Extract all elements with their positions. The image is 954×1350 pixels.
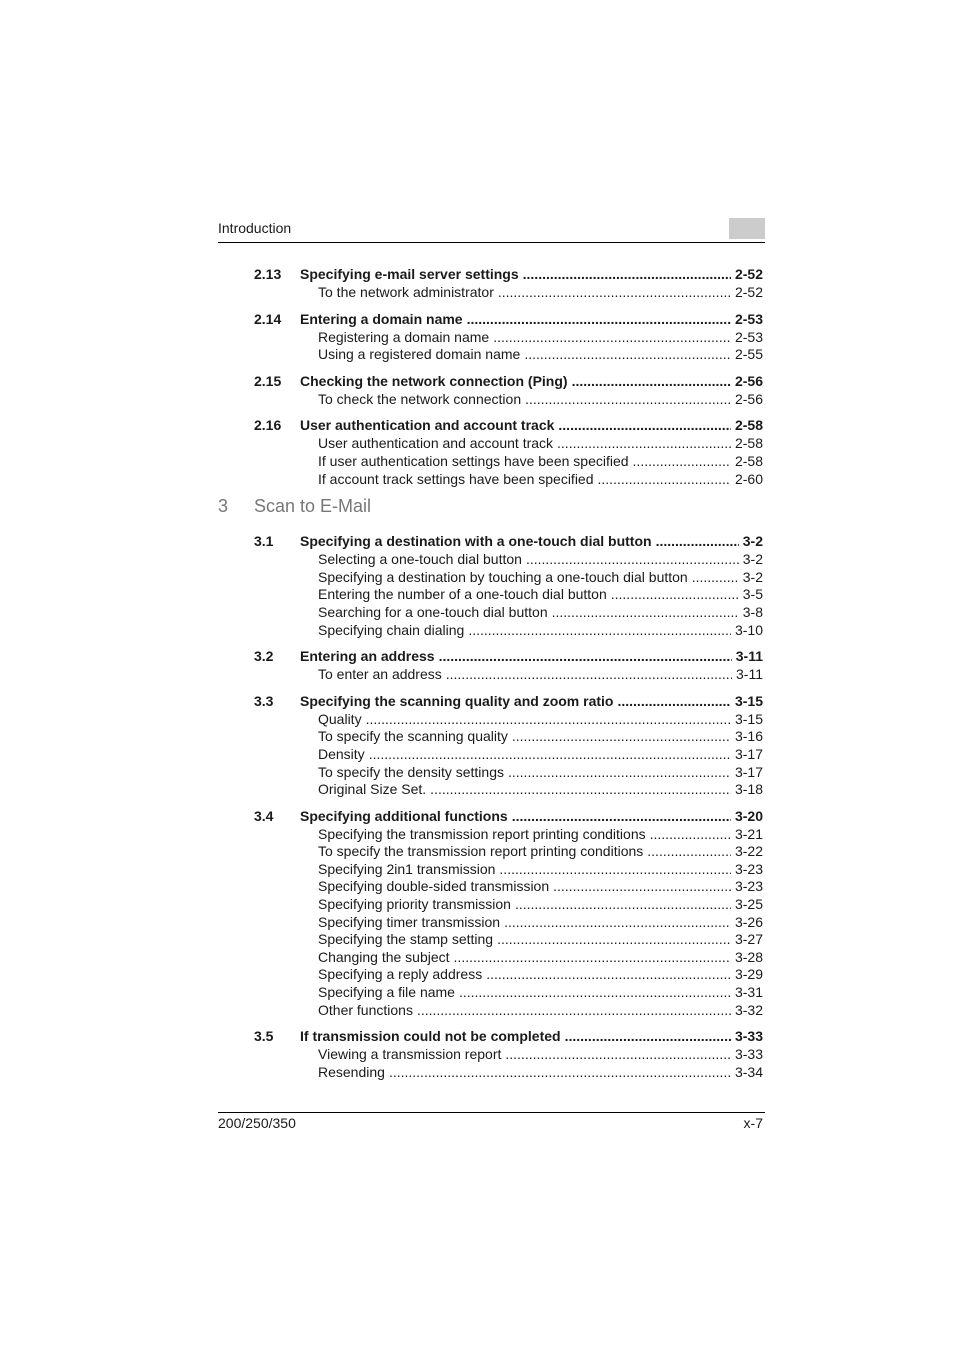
subentry-title: Original Size Set. (318, 781, 427, 798)
dot-leader (366, 711, 731, 729)
toc-subentry[interactable] (0, 949, 954, 967)
subentry-page: 2-53 (734, 328, 763, 345)
dot-leader (692, 569, 739, 587)
subentry-page: 2-56 (734, 390, 763, 407)
subentry-page: 2-52 (734, 284, 763, 300)
toc-section (0, 265, 954, 302)
dot-leader (505, 1046, 731, 1064)
dot-leader (446, 666, 732, 684)
section-title: Specifying the scanning quality and zoom ratio (300, 692, 614, 709)
toc-subentry[interactable] (0, 471, 954, 489)
toc-part-2 (0, 532, 954, 1081)
toc-subentry[interactable] (0, 1002, 954, 1020)
toc-section-entry[interactable] (0, 265, 954, 284)
subentry-title: Specifying chain dialing (318, 621, 465, 638)
toc-subentry[interactable] (0, 711, 954, 729)
dot-leader (459, 984, 731, 1002)
toc-section-entry[interactable] (0, 807, 954, 826)
section-number: 2.14 (254, 310, 282, 327)
toc-subentry[interactable] (0, 746, 954, 764)
dot-leader (525, 391, 731, 409)
header-divider (218, 242, 765, 243)
subentry-page: 3-33 (734, 1046, 763, 1063)
toc-section (0, 372, 954, 409)
dot-leader (650, 826, 731, 844)
dot-leader (486, 966, 731, 984)
toc-subentry[interactable] (0, 931, 954, 949)
subentry-title: To enter an address (318, 666, 442, 683)
toc-subentry[interactable] (0, 728, 954, 746)
dot-leader (523, 265, 731, 284)
section-title: Entering a domain name (300, 310, 463, 327)
section-title: User authentication and account track (300, 417, 555, 434)
subentry-title: Specifying timer transmission (318, 913, 501, 930)
section-page: 3-33 (734, 1028, 763, 1045)
dot-leader (417, 1002, 731, 1020)
dot-leader (497, 931, 731, 949)
subentry-page: 3-5 (742, 586, 763, 603)
subentry-title: Registering a domain name (318, 328, 490, 345)
subentry-title: Specifying a file name (318, 984, 455, 1001)
subentry-title: Density (318, 745, 365, 762)
subentry-page: 2-58 (734, 452, 763, 469)
toc-subentry[interactable] (0, 569, 954, 587)
toc-section (0, 807, 954, 1020)
subentry-page: 3-27 (734, 931, 763, 948)
subentry-title: Entering the number of a one-touch dial button (318, 586, 607, 603)
section-page: 2-58 (734, 417, 763, 434)
dot-leader (647, 843, 731, 861)
subentry-page: 3-32 (734, 1001, 763, 1018)
subentry-title: Specifying a reply address (318, 966, 483, 983)
toc-subentry[interactable] (0, 1046, 954, 1064)
subentry-title: User authentication and account track (318, 435, 554, 452)
section-page: 3-20 (734, 807, 763, 824)
toc-section-entry[interactable] (0, 416, 954, 435)
subentry-title: Specifying the transmission report printing conditions (318, 825, 646, 842)
subentry-title: Specifying double-sided transmission (318, 878, 550, 895)
toc-subentry[interactable] (0, 843, 954, 861)
section-number: 2.13 (254, 266, 282, 282)
dot-leader (565, 1027, 731, 1046)
subentry-title: Other functions (318, 1001, 413, 1018)
subentry-title: To the network administrator (318, 284, 494, 300)
subentry-page: 2-58 (734, 435, 763, 452)
toc-subentry[interactable] (0, 878, 954, 896)
dot-leader (508, 764, 731, 782)
toc-subentry[interactable] (0, 781, 954, 799)
toc-section-entry[interactable] (0, 532, 954, 551)
subentry-title: Searching for a one-touch dial button (318, 603, 548, 620)
toc-subentry[interactable] (0, 329, 954, 347)
subentry-title: If user authentication settings have been specified (318, 452, 629, 469)
toc-subentry[interactable] (0, 984, 954, 1002)
section-number: 2.16 (254, 417, 282, 434)
dot-leader (498, 284, 731, 302)
toc-subentry[interactable] (0, 435, 954, 453)
dot-leader (369, 746, 731, 764)
dot-leader (499, 861, 731, 879)
toc-subentry[interactable] (0, 861, 954, 879)
subentry-page: 3-10 (734, 621, 763, 638)
section-page: 3-15 (734, 692, 763, 709)
toc-subentry[interactable] (0, 586, 954, 604)
subentry-title: Selecting a one-touch dial button (318, 551, 522, 568)
running-header-title: Introduction (218, 220, 292, 236)
toc-subentry[interactable] (0, 896, 954, 914)
subentry-page: 3-23 (734, 860, 763, 877)
subentry-page: 3-26 (734, 913, 763, 930)
toc-section (0, 692, 954, 799)
dot-leader (454, 949, 731, 967)
toc-section (0, 1027, 954, 1081)
subentry-title: To check the network connection (318, 390, 522, 407)
subentry-title: Using a registered domain name (318, 346, 521, 363)
subentry-page: 3-17 (734, 763, 763, 780)
dot-leader (468, 622, 731, 640)
dot-leader (553, 878, 731, 896)
section-page: 2-53 (734, 310, 763, 327)
section-number: 3.2 (254, 648, 274, 665)
toc-section-entry[interactable] (0, 372, 954, 391)
toc-subentry[interactable] (0, 966, 954, 984)
toc-section-entry[interactable] (0, 647, 954, 666)
dot-leader (617, 692, 730, 711)
toc-subentry[interactable] (0, 622, 954, 640)
section-title: Entering an address (300, 648, 435, 665)
section-page: 3-11 (735, 648, 763, 665)
subentry-page: 2-55 (734, 346, 763, 363)
toc-section (0, 647, 954, 684)
subentry-page: 3-2 (742, 551, 763, 568)
dot-leader (598, 471, 731, 489)
dot-leader (493, 329, 731, 347)
subentry-page: 3-8 (742, 603, 763, 620)
section-title: Specifying additional functions (300, 807, 508, 824)
section-number: 3.3 (254, 692, 274, 709)
subentry-title: Specifying 2in1 transmission (318, 860, 496, 877)
section-number: 3.1 (254, 533, 274, 550)
chapter-number: 3 (218, 496, 229, 517)
dot-leader (557, 435, 731, 453)
subentry-page: 3-2 (742, 568, 763, 585)
toc-section (0, 532, 954, 639)
chapter-title: Scan to E-Mail (254, 496, 372, 517)
toc-section (0, 416, 954, 488)
toc-section (0, 310, 954, 364)
subentry-title: To specify the scanning quality (318, 728, 508, 745)
toc-subentry[interactable] (0, 914, 954, 932)
dot-leader (656, 532, 739, 551)
toc-subentry[interactable] (0, 284, 954, 302)
dot-leader (389, 1064, 731, 1082)
toc-section-entry[interactable] (0, 310, 954, 329)
section-title: Specifying a destination with a one-touch dial button (300, 533, 652, 550)
toc-subentry[interactable] (0, 826, 954, 844)
dot-leader (439, 647, 732, 666)
section-number: 2.15 (254, 372, 282, 389)
subentry-page: 3-18 (734, 781, 763, 798)
dot-leader (430, 781, 731, 799)
toc-section-entry[interactable] (0, 1027, 954, 1046)
subentry-page: 3-22 (734, 843, 763, 860)
section-number: 3.4 (254, 807, 274, 824)
dot-leader (552, 604, 739, 622)
subentry-page: 3-17 (734, 745, 763, 762)
dot-leader (515, 896, 731, 914)
section-page: 2-56 (734, 372, 763, 389)
toc-subentry[interactable] (0, 764, 954, 782)
subentry-page: 3-25 (734, 896, 763, 913)
subentry-page: 3-31 (734, 984, 763, 1001)
subentry-title: To specify the density settings (318, 763, 504, 780)
dot-leader (512, 807, 731, 826)
section-title: If transmission could not be completed (300, 1028, 561, 1045)
dot-leader (572, 372, 731, 391)
dot-leader (504, 914, 731, 932)
subentry-page: 2-60 (734, 470, 763, 487)
dot-leader (526, 551, 739, 569)
subentry-title: To specify the transmission report printing conditions (318, 843, 644, 860)
subentry-page: 3-15 (734, 710, 763, 727)
section-number: 3.5 (254, 1028, 274, 1045)
dot-leader (558, 416, 731, 435)
subentry-page: 3-29 (734, 966, 763, 983)
header-tab-marker (729, 218, 765, 239)
toc-section-entry[interactable] (0, 692, 954, 711)
footer-divider (218, 1112, 765, 1113)
toc-subentry[interactable] (0, 604, 954, 622)
dot-leader (633, 453, 731, 471)
toc-subentry[interactable] (0, 1064, 954, 1082)
section-page: 2-52 (734, 266, 763, 282)
footer-page-number: x-7 (743, 1115, 763, 1131)
toc-part-1 (0, 265, 954, 488)
subentry-title: Specifying priority transmission (318, 896, 511, 913)
dot-leader (467, 310, 731, 329)
subentry-title: Changing the subject (318, 948, 450, 965)
table-of-contents (0, 265, 954, 1089)
toc-subentry[interactable] (0, 453, 954, 471)
toc-subentry[interactable] (0, 391, 954, 409)
subentry-title: Quality (318, 710, 362, 727)
subentry-page: 3-11 (736, 666, 763, 683)
subentry-page: 3-28 (734, 948, 763, 965)
toc-subentry[interactable] (0, 666, 954, 684)
subentry-title: Specifying the stamp setting (318, 931, 494, 948)
footer-model: 200/250/350 (218, 1115, 296, 1131)
subentry-page: 3-21 (734, 825, 763, 842)
subentry-title: Resending (318, 1063, 385, 1080)
toc-subentry[interactable] (0, 346, 954, 364)
toc-subentry[interactable] (0, 551, 954, 569)
section-page: 3-2 (742, 533, 763, 550)
chapter-heading (0, 496, 954, 522)
subentry-title: Specifying a destination by touching a one-touch dial button (318, 568, 688, 585)
subentry-page: 3-16 (734, 728, 763, 745)
dot-leader (611, 586, 739, 604)
dot-leader (512, 728, 731, 746)
section-title: Checking the network connection (Ping) (300, 372, 568, 389)
subentry-title: Viewing a transmission report (318, 1046, 502, 1063)
subentry-page: 3-23 (734, 878, 763, 895)
section-title: Specifying e-mail server settings (300, 266, 519, 282)
subentry-title: If account track settings have been specified (318, 470, 594, 487)
dot-leader (524, 346, 731, 364)
subentry-page: 3-34 (734, 1063, 763, 1080)
